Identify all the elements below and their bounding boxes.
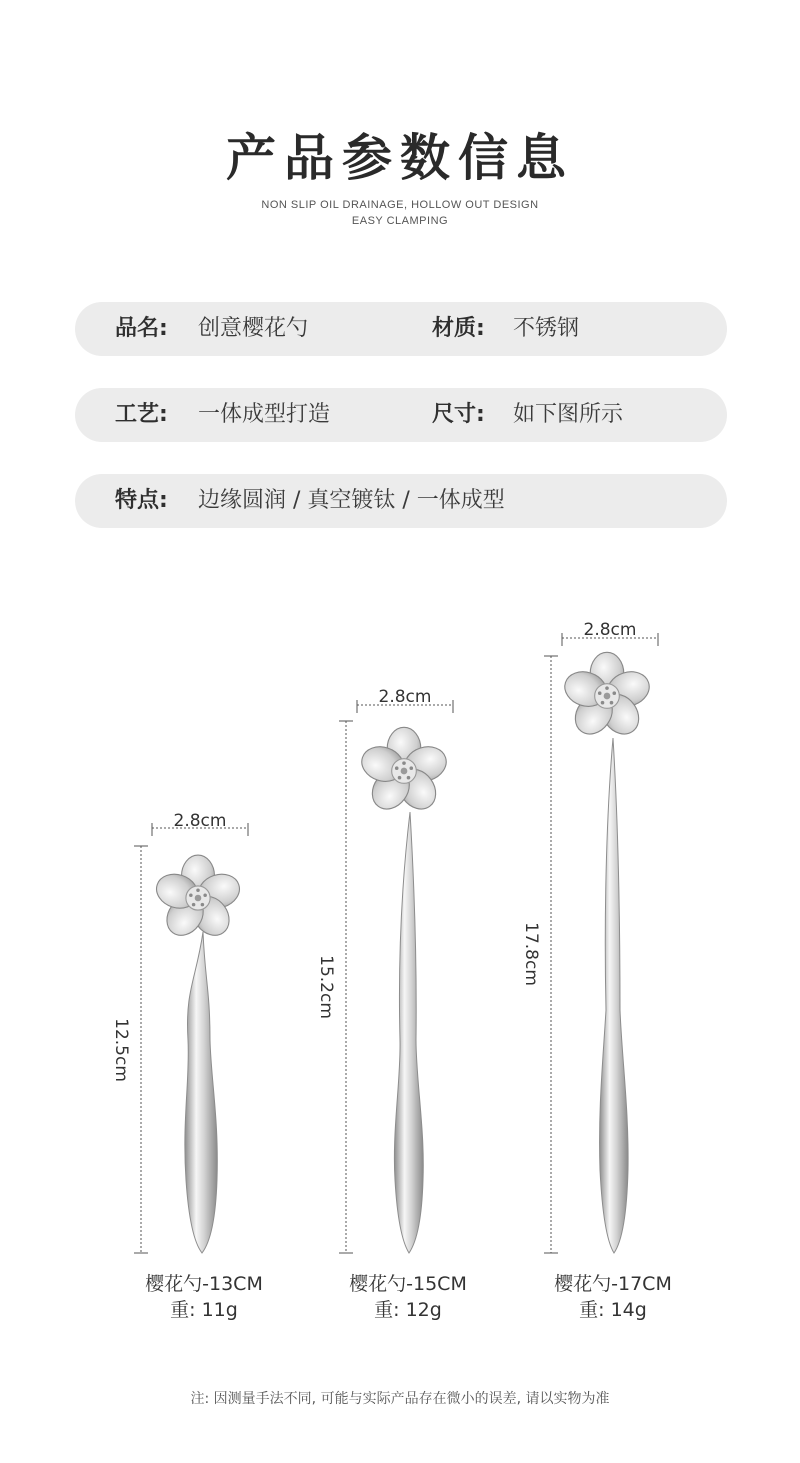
param-label-size: 尺寸: (432, 402, 485, 427)
param-value-material: 不锈钢 (513, 316, 580, 341)
param-label-feature: 特点: (115, 488, 168, 513)
spoon-15cm (339, 700, 453, 1253)
spoon1-width-label: 2.8cm (173, 811, 227, 831)
spoon1-length-label: 12.5cm (111, 1018, 131, 1082)
spoon1-caption (104, 1271, 304, 1323)
spoon2-length-label: 15.2cm (316, 955, 336, 1019)
param-value-craft: 一体成型打造 (198, 402, 331, 427)
page-title: 产品参数信息 (226, 129, 574, 187)
param-label-material: 材质: (432, 316, 485, 341)
spoon2-weight: 重: 12g (374, 1299, 442, 1321)
spoon1-name: 樱花勺-13CM (145, 1273, 263, 1295)
spoon2-caption (308, 1271, 508, 1323)
spoon3-name: 樱花勺-17CM (554, 1273, 672, 1295)
spoon3-weight: 重: 14g (579, 1299, 647, 1321)
spoon2-width-label: 2.8cm (378, 687, 432, 707)
subtitle-line-1: NON SLIP OIL DRAINAGE, HOLLOW OUT DESIGN (261, 199, 539, 211)
param-value-size: 如下图所示 (513, 402, 624, 427)
spoon-13cm (134, 823, 248, 1253)
spoon2-name: 樱花勺-15CM (349, 1273, 467, 1295)
spoon3-length-label: 17.8cm (521, 922, 541, 986)
spoon-17cm (544, 633, 658, 1253)
param-label-craft: 工艺: (115, 402, 168, 427)
spoon1-weight: 重: 11g (170, 1299, 238, 1321)
spoon3-caption (513, 1271, 713, 1323)
spoon3-width-label: 2.8cm (583, 620, 637, 640)
param-label-name: 品名: (115, 316, 168, 341)
param-value-name: 创意樱花勺 (198, 316, 309, 341)
subtitle-line-2: EASY CLAMPING (351, 215, 449, 227)
footer-note: 注: 因测量手法不同, 可能与实际产品存在微小的误差, 请以实物为准 (190, 1391, 610, 1407)
param-value-feature: 边缘圆润 / 真空镀钛 / 一体成型 (198, 488, 505, 513)
